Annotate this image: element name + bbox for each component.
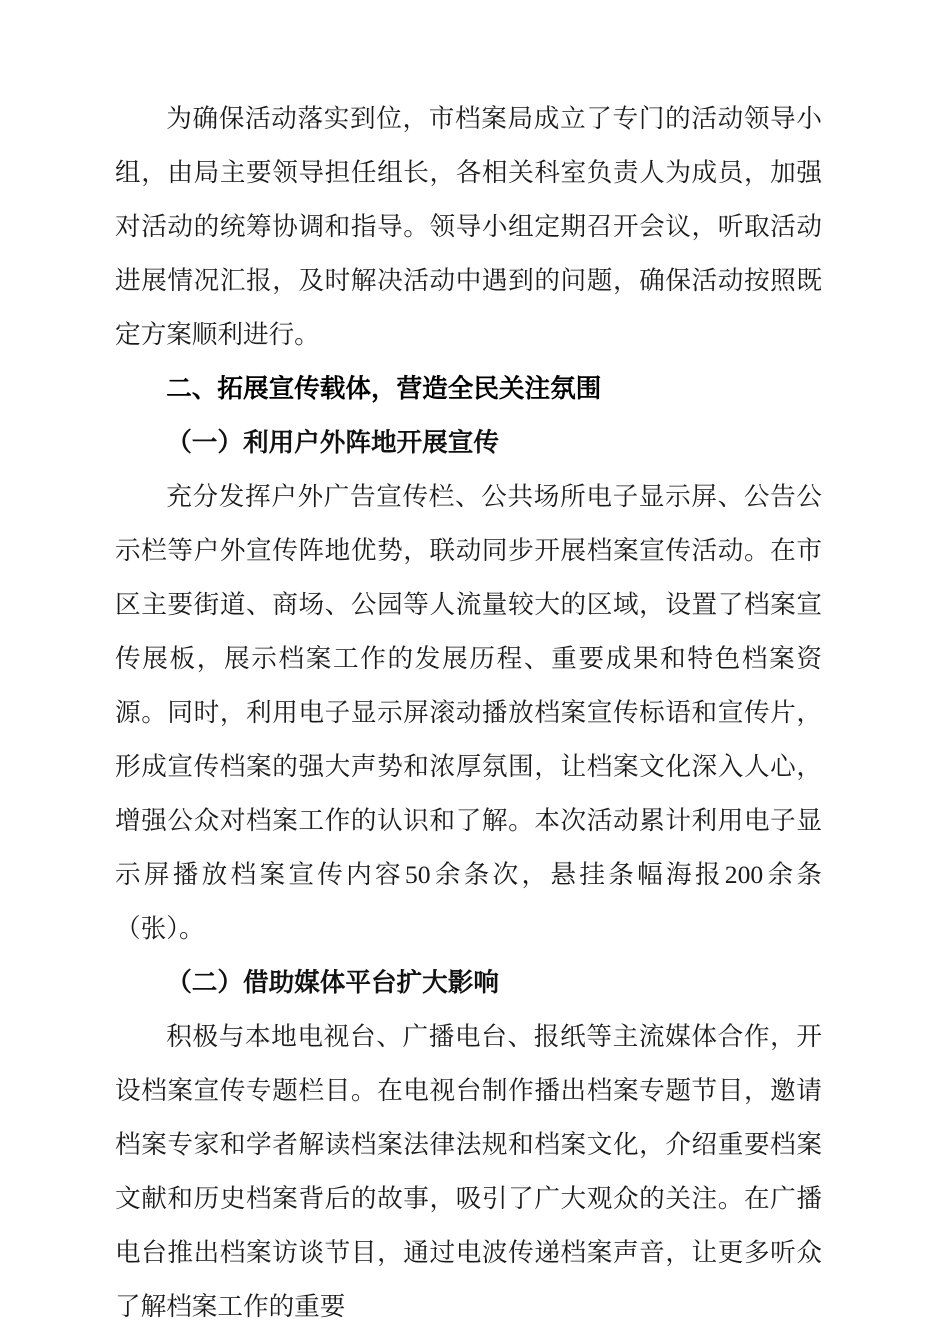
document-body [115, 92, 822, 1334]
inline-number: 200 [724, 860, 764, 889]
inline-number: 50 [404, 860, 431, 889]
section-heading-two: 二、拓展宣传载体，营造全民关注氛围 [166, 375, 602, 403]
subsection-heading-outdoor-promotion: （一）利用户外阵地开展宣传 [166, 428, 499, 458]
paragraph-outdoor-promotion: 充分发挥户外广告宣传栏、公共场所电子显示屏、公告公示栏等户外宣传阵地优势，联动同步开展档案宣传活动。在市区主要街道、商场、公园等人流量较大的区域，设置了档案宣传展板，展示档案工作的发展历程、重要成果和特色档案资源。同时，利用电子显示屏滚动播放档案宣传标语和宣传片，形成宣传档案的强大声势和浓厚氛围，让档案文化深入人心，增强公众对档案工作的认识和了解。本次活动累计利用电子显示屏播放档案宣传内容50余条次，悬挂条幅海报200余条（张）。 [115, 482, 822, 944]
subsection-heading-media-platform: （二）借助媒体平台扩大影响 [166, 968, 499, 998]
paragraph-media-platform: 积极与本地电视台、广播电台、报纸等主流媒体合作，开设档案宣传专题栏目。在电视台制作播出档案专题节目，邀请档案专家和学者解读档案法律法规和档案文化，介绍重要档案文献和历史档案背后的故事，吸引了广大观众的关注。在广播电台推出档案访谈节目，通过电波传递档案声音，让更多听众了解档案工作的重要 [115, 1022, 822, 1322]
paragraph-leadership-group: 为确保活动落实到位，市档案局成立了专门的活动领导小组，由局主要领导担任组长，各相关科室负责人为成员，加强对活动的统筹协调和指导。领导小组定期召开会议，听取活动进展情况汇报，及时解决活动中遇到的问题，确保活动按照既定方案顺利进行。 [115, 104, 822, 350]
